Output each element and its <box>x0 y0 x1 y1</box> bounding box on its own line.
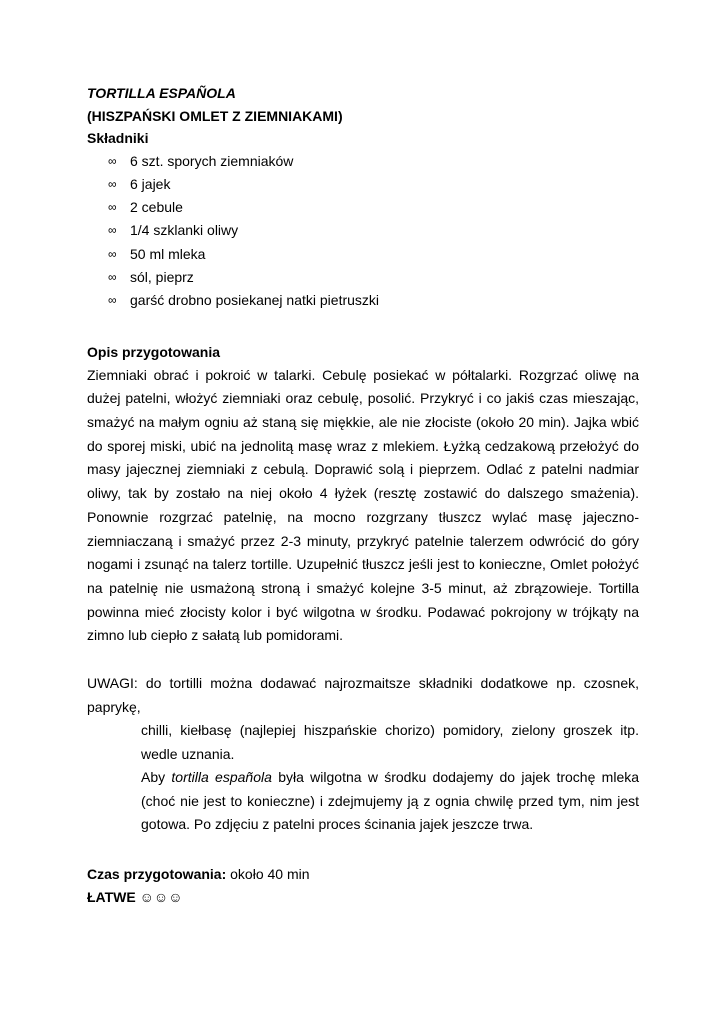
section-spacer <box>87 313 639 341</box>
list-item <box>87 150 639 173</box>
ingredient-text: 50 ml mleka <box>130 245 206 262</box>
list-item <box>87 196 639 219</box>
list-item <box>87 219 639 242</box>
smiley-icon: ☺☺☺ <box>139 888 183 905</box>
difficulty-label: ŁATWE <box>87 888 136 905</box>
infinity-bullet-icon: ∞ <box>108 293 117 308</box>
ingredients-list <box>87 150 639 313</box>
notes-second-prefix: Aby <box>141 769 166 786</box>
notes-indented-block <box>87 719 639 837</box>
prep-time-label: Czas przygotowania: <box>87 865 227 882</box>
notes-continuation: chilli, kiełbasę (najlepiej hiszpańskie chorizo) pomidory, zielony groszek itp. wedle uznania. <box>141 722 639 762</box>
ingredient-text: 2 cebule <box>130 199 183 216</box>
prep-time-value: około 40 min <box>230 865 310 882</box>
infinity-bullet-icon: ∞ <box>108 223 117 238</box>
prep-time-line <box>87 863 639 886</box>
list-item <box>87 173 639 196</box>
preparation-text: Ziemniaki obrać i pokroić w talarki. Cebulę posiekać w półtalarki. Rozgrzać oliwę na dużej patelni, włożyć ziemniaki oraz cebulę, posolić. Przykryć i co jakiś czas mieszając, smażyć na małym ogniu aż staną się miękkie, ale nie złociste (około 20 min). Jajka wbić do sporej miski, ubić na jednolitą masę wraz z mlekiem. Łyżką cedzakową przełożyć do masy jajecznej ziemniaki z cebulą. Doprawić solą i pieprzem. Odlać z patelni nadmiar oliwy, tak by zostało na niej około 4 łyżek (resztę zostawić do dalszego smażenia). Ponownie rozgrzać patelnię, na mocno rozgrzany tłuszcz wylać masę jajeczno-ziemniaczaną i smażyć przez 2-3 minuty, przykryć patelnie talerzem odwrócić do góry nogami i zsunąć na talerz tortille. Uzupełnić tłuszcz jeśli jest to konieczne, Omlet położyć na patelnię nie usmażoną stroną i smażyć kolejne 3-5 minut, aż zbrązowieje. Tortilla powinna mieć złocisty kolor i być wilgotna w środku. Podawać pokrojony w trójkąty na zimno lub ciepło z sałatą lub pomidorami. <box>87 366 639 644</box>
list-item <box>87 243 639 266</box>
ingredients-heading: Składniki <box>87 130 149 146</box>
ingredient-text: sól, pieprz <box>130 268 194 285</box>
notes-first-text: do tortilli można dodawać najrozmaitsze składniki dodatkowe np. czosnek, paprykę, <box>87 675 639 715</box>
infinity-bullet-icon: ∞ <box>108 153 117 168</box>
list-item <box>87 266 639 289</box>
notes-second-rest: była wilgotna w środku dodajemy do jajek trochę mleka (choć nie jest to konieczne) i zdejmujemy ją z ognia chwilę przed tym, nim jest gotowa. Po zdjęciu z patelni proces ścinania jajek jeszcze trwa. <box>141 769 640 833</box>
list-item <box>87 289 639 312</box>
ingredient-text: 1/4 szklanki oliwy <box>130 222 239 239</box>
notes-second-paragraph <box>141 766 639 837</box>
preparation-heading: Opis przygotowania <box>87 343 221 360</box>
infinity-bullet-icon: ∞ <box>108 246 117 261</box>
infinity-bullet-icon: ∞ <box>108 269 117 284</box>
notes-section <box>87 672 639 837</box>
notes-label: UWAGI: <box>87 675 138 692</box>
recipe-subtitle: (HISZPAŃSKI OMLET Z ZIEMNIAKAMI) <box>87 107 343 124</box>
difficulty-line <box>87 886 639 909</box>
notes-second-italic: tortilla española <box>171 769 272 786</box>
infinity-bullet-icon: ∞ <box>108 200 117 215</box>
ingredient-text: 6 szt. sporych ziemniaków <box>130 152 294 169</box>
notes-first-line <box>87 672 639 719</box>
infinity-bullet-icon: ∞ <box>108 176 117 191</box>
recipe-title: TORTILLA ESPAÑOLA <box>87 85 236 101</box>
recipe-document <box>87 82 639 909</box>
ingredient-text: garść drobno posiekanej natki pietruszki <box>130 292 380 309</box>
ingredient-text: 6 jajek <box>130 175 171 192</box>
